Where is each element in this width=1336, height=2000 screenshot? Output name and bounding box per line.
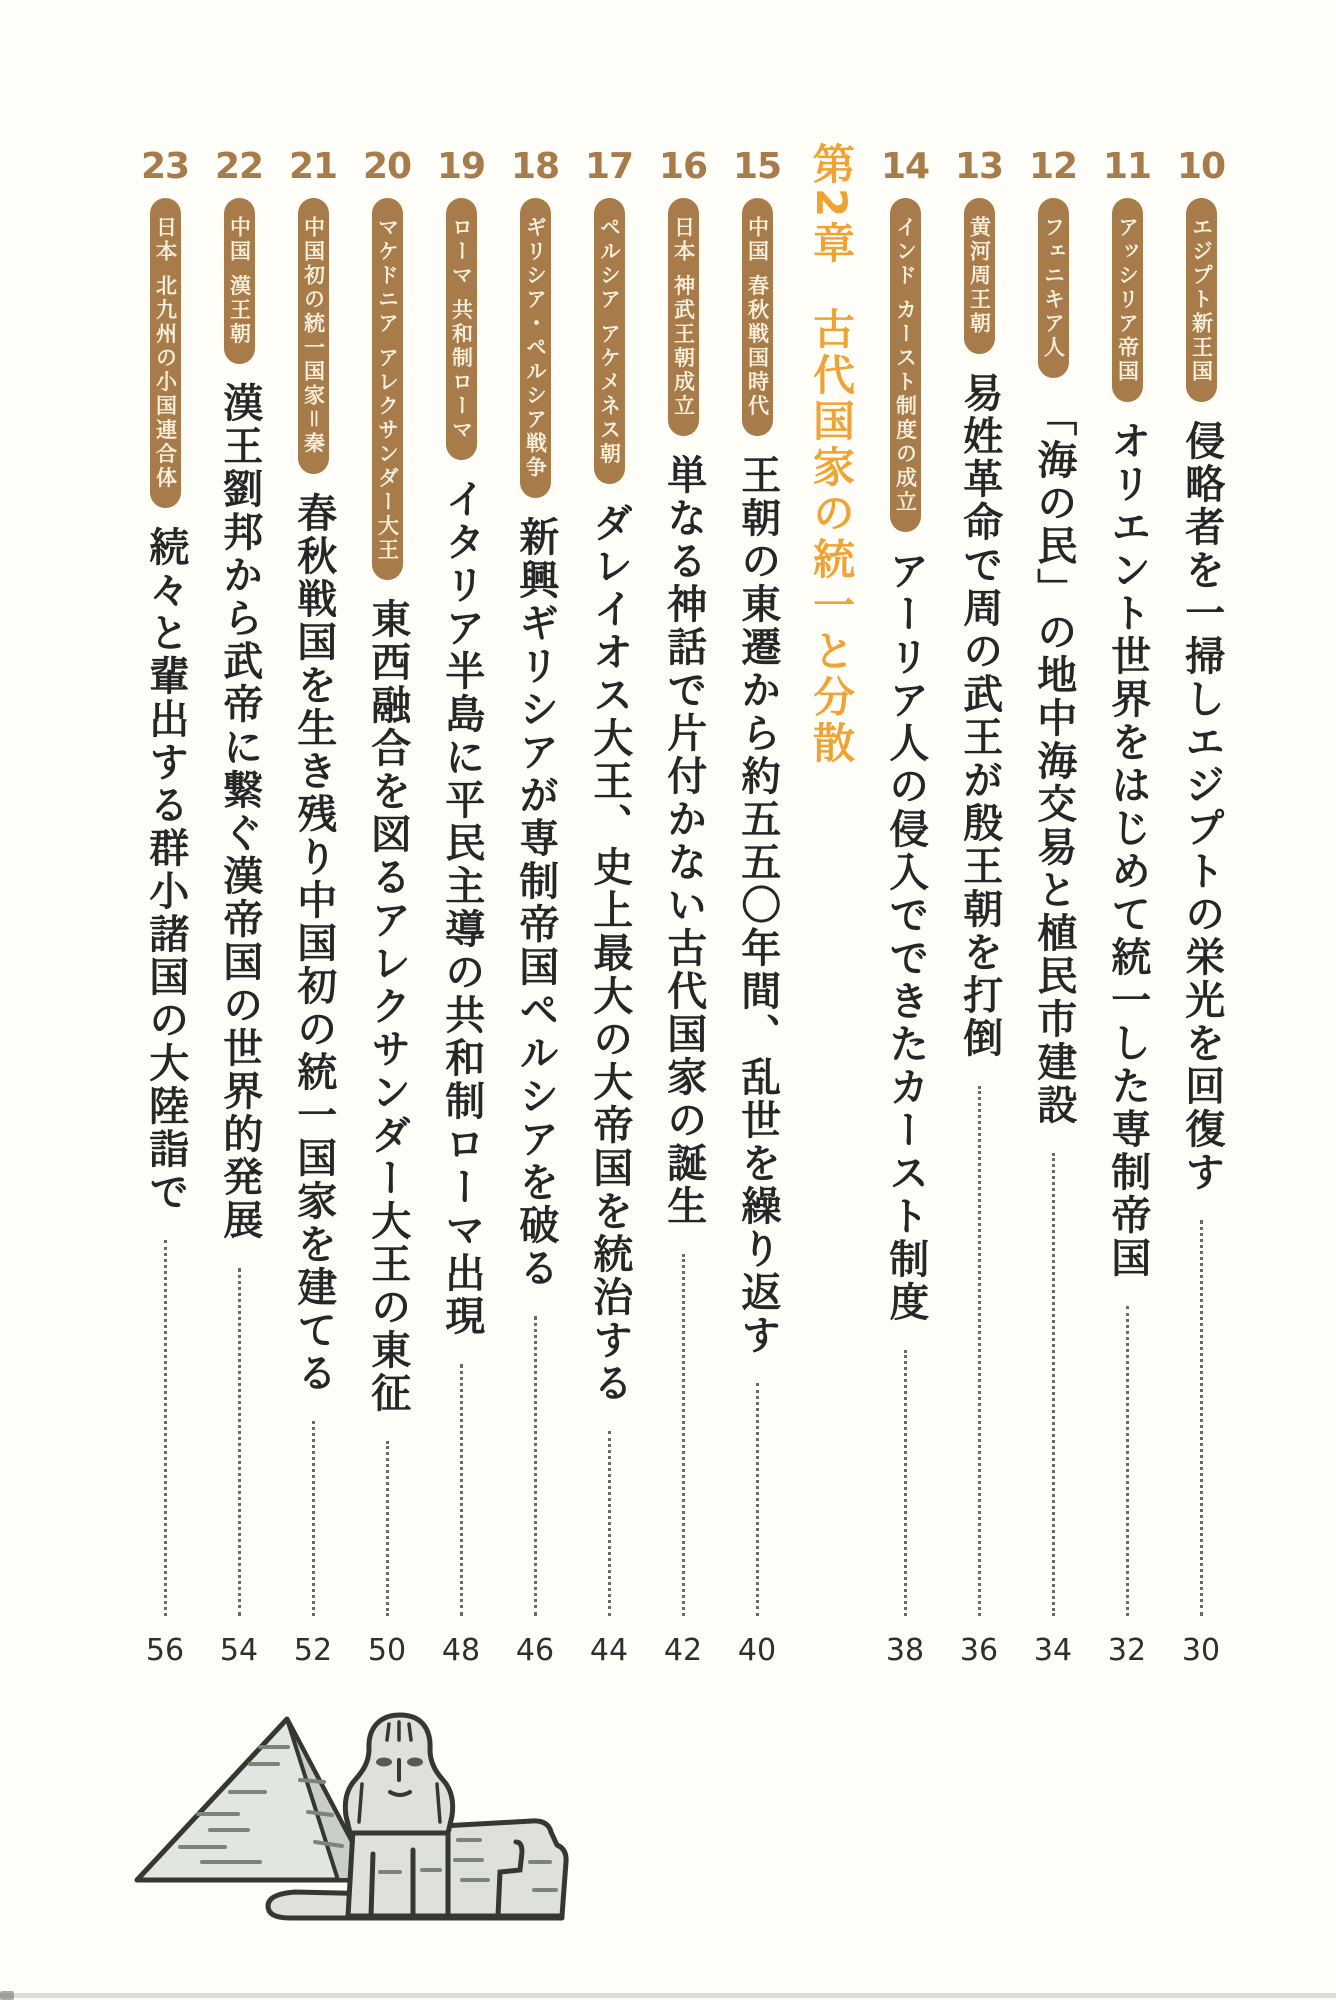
dotted-leader (1126, 1306, 1129, 1616)
chapter-title: 古代国家の統一と分散 (807, 307, 856, 768)
toc-entry-11 (1090, 142, 1164, 1670)
toc-entry-17 (572, 142, 646, 1670)
dotted-leader (1200, 1220, 1203, 1616)
dotted-leader (312, 1421, 315, 1616)
sphinx-pyramid-illustration (110, 1702, 590, 1956)
page-number: 48 (441, 1632, 481, 1668)
dotted-leader (164, 1240, 167, 1616)
toc-entry-14 (868, 142, 942, 1670)
page-number: 34 (1033, 1632, 1073, 1668)
entry-title: 漢王劉邦から武帝に繋ぐ漢帝国の世界的発展 (216, 382, 263, 1243)
page-number: 36 (959, 1632, 999, 1668)
page-number: 32 (1107, 1632, 1147, 1668)
dotted-leader (682, 1254, 685, 1616)
entry-number: 19 (436, 145, 486, 187)
entry-title: オリエント世界をはじめて統一した専制帝国 (1104, 420, 1151, 1280)
entry-title: 新興ギリシアが専制帝国ペルシアを破る (512, 516, 559, 1290)
entry-tag: ペルシア アケメネス朝 (594, 198, 625, 484)
entry-tag: 中国初の統一国家＝秦 (298, 198, 329, 474)
entry-tag: 中国 春秋戦国時代 (742, 198, 773, 436)
entry-number: 23 (140, 145, 190, 187)
entry-number: 20 (362, 145, 412, 187)
page-number: 40 (737, 1632, 777, 1668)
entry-title: 春秋戦国を生き残り中国初の統一国家を建てる (290, 492, 337, 1395)
dotted-leader (238, 1268, 241, 1616)
entry-number: 17 (584, 145, 634, 187)
toc-entry-10 (1164, 142, 1238, 1670)
toc-entry-21 (276, 142, 350, 1670)
entry-number: 15 (732, 145, 782, 187)
page-number: 56 (145, 1632, 185, 1668)
table-of-contents (128, 142, 1238, 1670)
toc-entry-22 (202, 142, 276, 1670)
entry-title: アーリア人の侵入でできたカースト制度 (882, 550, 929, 1325)
entry-tag: インド カースト制度の成立 (890, 198, 921, 532)
dotted-leader (386, 1441, 389, 1616)
toc-entry-15 (720, 142, 794, 1670)
entry-number: 16 (658, 145, 708, 187)
page-number: 52 (293, 1632, 333, 1668)
toc-entry-12 (1016, 142, 1090, 1670)
toc-entry-20 (350, 142, 424, 1670)
page-number: 42 (663, 1632, 703, 1668)
entry-title: 易姓革命で周の武王が殷王朝を打倒 (956, 372, 1003, 1060)
dotted-leader (1052, 1153, 1055, 1616)
page-number: 50 (367, 1632, 407, 1668)
entry-title: イタリア半島に平民主導の共和制ローマ出現 (438, 478, 485, 1339)
entry-tag: ギリシア・ペルシア戦争 (520, 198, 551, 498)
chapter-number: 第2章 (807, 142, 856, 268)
page-number: 38 (885, 1632, 925, 1668)
entry-number: 11 (1102, 145, 1152, 187)
dotted-leader (534, 1316, 537, 1616)
entry-title: 「海の民」の地中海交易と植民市建設 (1030, 396, 1077, 1127)
toc-entry-13 (942, 142, 1016, 1670)
entry-title: 王朝の東遷から約五五〇年間、乱世を繰り返す (734, 454, 781, 1358)
dotted-leader (608, 1431, 611, 1616)
entry-tag: 黄河周王朝 (964, 198, 995, 354)
entry-tag: 中国 漢王朝 (224, 198, 255, 364)
entry-title: 単なる神話で片付かない古代国家の誕生 (660, 454, 707, 1229)
entry-number: 18 (510, 145, 560, 187)
entry-number: 13 (954, 145, 1004, 187)
entry-number: 22 (214, 145, 264, 187)
dotted-leader (904, 1350, 907, 1616)
entry-tag: アッシリア帝国 (1112, 198, 1143, 402)
entry-tag: 日本 神武王朝成立 (668, 198, 699, 436)
dotted-leader (756, 1383, 759, 1616)
toc-entry-16 (646, 142, 720, 1670)
toc-entry-23 (128, 142, 202, 1670)
page-scan-corner (0, 1991, 14, 2000)
entry-title: 東西融合を図るアレクサンダー大王の東征 (364, 598, 411, 1416)
page-number: 46 (515, 1632, 555, 1668)
entry-number: 21 (288, 145, 338, 187)
entry-title: 侵略者を一掃しエジプトの栄光を回復す (1178, 420, 1225, 1194)
entry-tag: フェニキア人 (1038, 198, 1069, 378)
chapter-heading (807, 142, 856, 768)
dotted-leader (978, 1086, 981, 1616)
entry-tag: マケドニア アレクサンダー大王 (372, 198, 403, 580)
toc-entry-19 (424, 142, 498, 1670)
dotted-leader (460, 1364, 463, 1616)
entry-tag: エジプト新王国 (1186, 198, 1217, 402)
chapter-heading-column (794, 142, 868, 1670)
entry-number: 12 (1028, 145, 1078, 187)
page-number: 54 (219, 1632, 259, 1668)
entry-number: 14 (880, 145, 930, 187)
page-number: 30 (1181, 1632, 1221, 1668)
entry-tag: ローマ 共和制ローマ (446, 198, 477, 460)
toc-entry-18 (498, 142, 572, 1670)
entry-number: 10 (1176, 145, 1226, 187)
entry-title: ダレイオス大王、史上最大の大帝国を統治する (586, 502, 633, 1406)
page-number: 44 (589, 1632, 629, 1668)
entry-title: 続々と輩出する群小諸国の大陸詣で (142, 526, 189, 1215)
entry-tag: 日本 北九州の小国連合体 (150, 198, 181, 508)
page-scan-edge (0, 1993, 1336, 1998)
